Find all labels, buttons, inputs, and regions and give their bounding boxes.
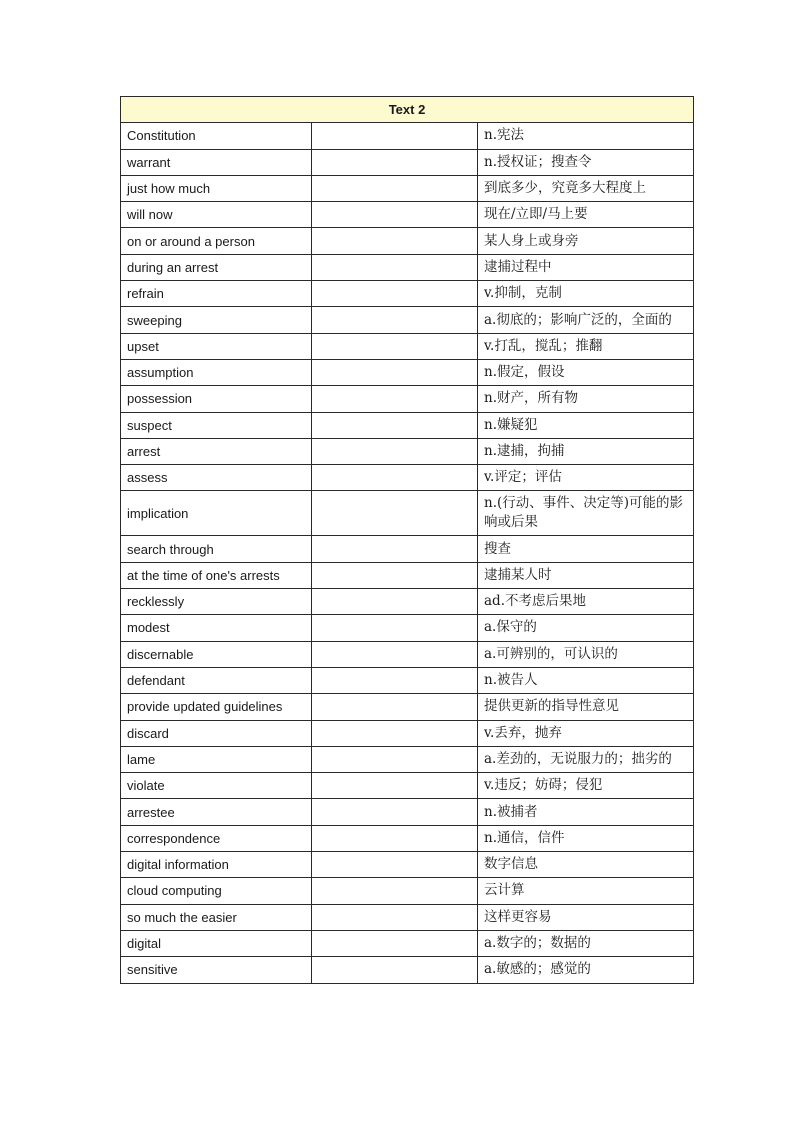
meaning-cell: n.(行动、事件、决定等)可能的影响或后果 [478,491,694,536]
term-cell: so much the easier [121,904,312,930]
meaning-cell: a.差劲的，无说服力的；拙劣的 [478,746,694,772]
table-body [121,123,694,983]
meaning-cell: 到底多少，究竟多大程度上 [478,175,694,201]
table-row [121,254,694,280]
table-row [121,228,694,254]
table-row [121,720,694,746]
term-cell: arrestee [121,799,312,825]
blank-cell [312,254,478,280]
table-row [121,149,694,175]
blank-cell [312,149,478,175]
blank-cell [312,746,478,772]
table-row [121,465,694,491]
term-cell: provide updated guidelines [121,694,312,720]
term-cell: refrain [121,281,312,307]
term-cell: possession [121,386,312,412]
blank-cell [312,799,478,825]
term-cell: on or around a person [121,228,312,254]
table-row [121,438,694,464]
blank-cell [312,465,478,491]
meaning-cell: a.数字的；数据的 [478,930,694,956]
term-cell: Constitution [121,123,312,149]
meaning-cell: n.被告人 [478,667,694,693]
table-row [121,694,694,720]
table-row [121,491,694,536]
term-cell: defendant [121,667,312,693]
table-row [121,746,694,772]
meaning-cell: 数字信息 [478,852,694,878]
blank-cell [312,641,478,667]
blank-cell [312,281,478,307]
term-cell: discard [121,720,312,746]
blank-cell [312,175,478,201]
table-row [121,281,694,307]
meaning-cell: v.抑制，克制 [478,281,694,307]
blank-cell [312,667,478,693]
term-cell: sensitive [121,957,312,983]
term-cell: implication [121,491,312,536]
meaning-cell: 逮捕过程中 [478,254,694,280]
meaning-cell: 逮捕某人时 [478,562,694,588]
table-row [121,589,694,615]
blank-cell [312,359,478,385]
vocabulary-table [120,96,694,984]
meaning-cell: n.通信，信件 [478,825,694,851]
table-row [121,536,694,562]
blank-cell [312,562,478,588]
term-cell: at the time of one's arrests [121,562,312,588]
meaning-cell: 这样更容易 [478,904,694,930]
table-row [121,386,694,412]
blank-cell [312,228,478,254]
table-row [121,202,694,228]
meaning-cell: 现在/立即/马上要 [478,202,694,228]
table-row [121,615,694,641]
table-row [121,641,694,667]
term-cell: lame [121,746,312,772]
blank-cell [312,307,478,333]
blank-cell [312,536,478,562]
term-cell: digital information [121,852,312,878]
blank-cell [312,720,478,746]
table-row [121,878,694,904]
meaning-cell: 云计算 [478,878,694,904]
term-cell: discernable [121,641,312,667]
meaning-cell: n.宪法 [478,123,694,149]
meaning-cell: 某人身上或身旁 [478,228,694,254]
meaning-cell: 搜查 [478,536,694,562]
blank-cell [312,878,478,904]
meaning-cell: v.评定；评估 [478,465,694,491]
blank-cell [312,615,478,641]
table-row [121,799,694,825]
term-cell: sweeping [121,307,312,333]
term-cell: during an arrest [121,254,312,280]
table-row [121,773,694,799]
blank-cell [312,930,478,956]
term-cell: violate [121,773,312,799]
blank-cell [312,773,478,799]
table-row [121,123,694,149]
table-title: Text 2 [121,97,694,123]
term-cell: suspect [121,412,312,438]
term-cell: assumption [121,359,312,385]
blank-cell [312,412,478,438]
meaning-cell: a.敏感的；感觉的 [478,957,694,983]
meaning-cell: ad.不考虑后果地 [478,589,694,615]
term-cell: arrest [121,438,312,464]
table-header-row [121,97,694,123]
meaning-cell: 提供更新的指导性意见 [478,694,694,720]
blank-cell [312,957,478,983]
term-cell: warrant [121,149,312,175]
term-cell: assess [121,465,312,491]
table-row [121,175,694,201]
blank-cell [312,904,478,930]
term-cell: will now [121,202,312,228]
meaning-cell: v.打乱，搅乱；推翻 [478,333,694,359]
table-row [121,307,694,333]
blank-cell [312,852,478,878]
blank-cell [312,438,478,464]
table-row [121,333,694,359]
term-cell: search through [121,536,312,562]
table-row [121,904,694,930]
table-row [121,930,694,956]
meaning-cell: a.彻底的；影响广泛的，全面的 [478,307,694,333]
term-cell: cloud computing [121,878,312,904]
meaning-cell: n.授权证；搜查令 [478,149,694,175]
meaning-cell: n.逮捕，拘捕 [478,438,694,464]
meaning-cell: a.保守的 [478,615,694,641]
table-row [121,667,694,693]
meaning-cell: v.丢弃，抛弃 [478,720,694,746]
term-cell: just how much [121,175,312,201]
term-cell: modest [121,615,312,641]
blank-cell [312,589,478,615]
table-row [121,852,694,878]
term-cell: recklessly [121,589,312,615]
blank-cell [312,202,478,228]
meaning-cell: a.可辨别的，可认识的 [478,641,694,667]
table-row [121,957,694,983]
blank-cell [312,825,478,851]
term-cell: digital [121,930,312,956]
blank-cell [312,491,478,536]
blank-cell [312,333,478,359]
term-cell: correspondence [121,825,312,851]
table-row [121,825,694,851]
table-row [121,562,694,588]
meaning-cell: n.财产，所有物 [478,386,694,412]
meaning-cell: n.嫌疑犯 [478,412,694,438]
blank-cell [312,123,478,149]
blank-cell [312,386,478,412]
table-row [121,359,694,385]
table-row [121,412,694,438]
blank-cell [312,694,478,720]
meaning-cell: v.违反；妨碍；侵犯 [478,773,694,799]
term-cell: upset [121,333,312,359]
meaning-cell: n.假定，假设 [478,359,694,385]
meaning-cell: n.被捕者 [478,799,694,825]
